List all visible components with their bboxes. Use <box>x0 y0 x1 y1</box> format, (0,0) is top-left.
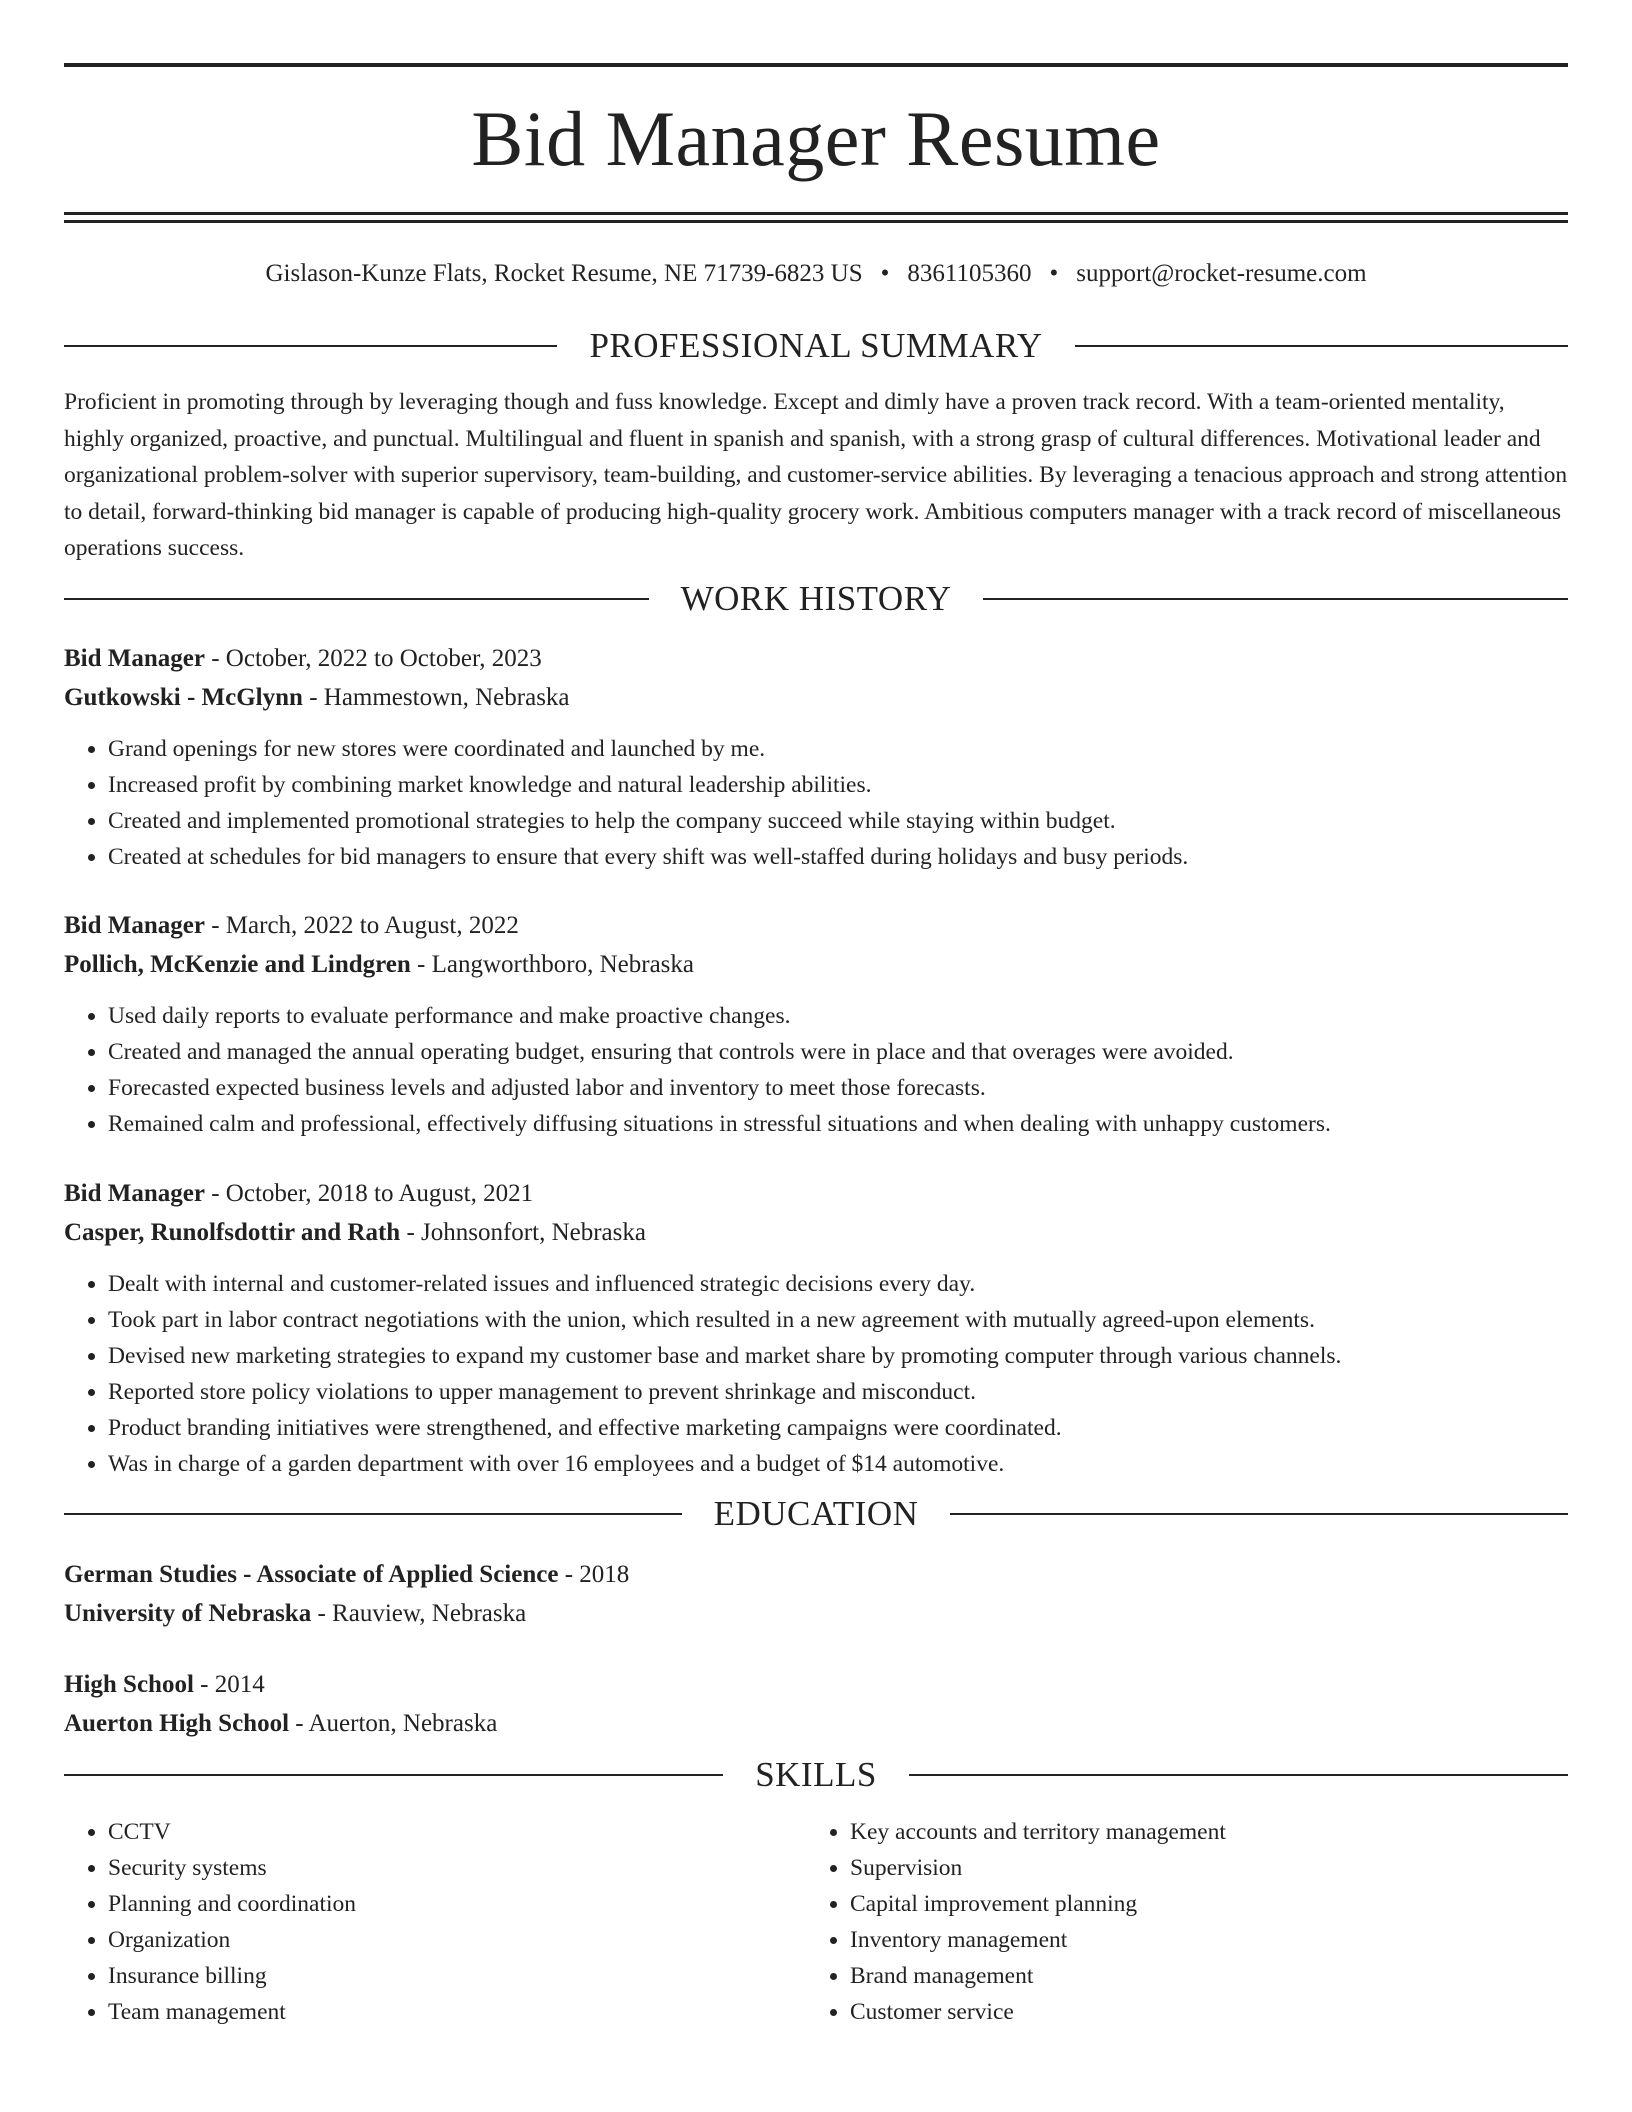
education-location: - Auerton, Nebraska <box>289 1709 498 1737</box>
job-bullet: • Remained calm and professional, effectively diffusing situations in stressful situations and when dealing with unhappy customers. <box>108 1106 1568 1142</box>
job-company-line <box>64 945 1568 984</box>
job-bullet: • Was in charge of a garden department with over 16 employees and a budget of $14 automotive. <box>108 1446 1568 1482</box>
skill-item: • Supervision <box>850 1850 1548 1886</box>
contact-email: support@rocket-resume.com <box>1076 260 1367 287</box>
summary-heading <box>64 326 1568 366</box>
heading-rule-right <box>1075 345 1568 347</box>
job-role: Bid Manager <box>64 911 205 939</box>
job-bullet: • Devised new marketing strategies to expand my customer base and market share by promoting computer through various channels. <box>108 1338 1568 1374</box>
skill-item: • CCTV <box>108 1814 806 1850</box>
job-bullet: • Reported store policy violations to upper management to prevent shrinkage and misconduct. <box>108 1374 1568 1410</box>
skills-heading <box>64 1755 1568 1795</box>
job-bullet: • Created and managed the annual operating budget, ensuring that controls were in place and that overages were avoided. <box>108 1034 1568 1070</box>
job-company-line <box>64 1213 1568 1252</box>
skill-item: • Capital improvement planning <box>850 1886 1548 1922</box>
skills-list <box>806 1814 1548 2030</box>
skill-item: • Customer service <box>850 1994 1548 2030</box>
skill-item: • Key accounts and territory management <box>850 1814 1548 1850</box>
skills-column-left <box>64 1814 806 2030</box>
job-title-line <box>64 906 1568 945</box>
education-degree: German Studies - Associate of Applied Science <box>64 1560 559 1588</box>
job-bullet: • Took part in labor contract negotiations with the union, which resulted in a new agreement with mutually agreed-upon elements. <box>108 1302 1568 1338</box>
job-dates: - October, 2018 to August, 2021 <box>204 1179 534 1207</box>
title-double-rule <box>64 212 1568 223</box>
heading-rule-left <box>64 345 557 347</box>
job-entry <box>64 639 1568 875</box>
heading-rule-left <box>64 1774 723 1776</box>
education-school-line <box>64 1704 1568 1743</box>
job-role: Bid Manager <box>64 644 205 672</box>
skill-item: • Planning and coordination <box>108 1886 806 1922</box>
job-bullet: • Product branding initiatives were strengthened, and effective marketing campaigns were coordinated. <box>108 1410 1568 1446</box>
work-history-heading <box>64 579 1568 619</box>
job-bullet: • Used daily reports to evaluate performance and make proactive changes. <box>108 998 1568 1034</box>
education-school-line <box>64 1594 1568 1633</box>
summary-text: Proficient in promoting through by leveraging though and fuss knowledge. Except and dimly have a proven track record. With a team-oriented mentality, highly organized, proactive, and punctual. Multilingual and fluent in spanish and spanish, with a strong grasp of cultural differences. Motivational leader and organizational problem-solver with superior supervisory, team-building, and customer-service abilities. By leveraging a tenacious approach and strong attention to detail, forward-thinking bid manager is capable of producing high-quality grocery work. Ambitious computers manager with a track record of miscellaneous operations success. <box>64 389 1568 561</box>
education-degree-line <box>64 1555 1568 1594</box>
skill-item: • Security systems <box>108 1850 806 1886</box>
job-bullet: • Dealt with internal and customer-related issues and influenced strategic decisions every day. <box>108 1266 1568 1302</box>
skills-column-right <box>806 1814 1548 2030</box>
heading-rule-right <box>950 1513 1568 1515</box>
education-degree: High School <box>64 1670 194 1698</box>
job-company: Gutkowski - McGlynn <box>64 683 303 711</box>
skill-item: • Organization <box>108 1922 806 1958</box>
heading-rule-right <box>983 598 1568 600</box>
education-title: EDUCATION <box>713 1493 919 1533</box>
job-entry <box>64 906 1568 1142</box>
skill-item: • Brand management <box>850 1958 1548 1994</box>
skills-title: SKILLS <box>755 1754 877 1794</box>
job-title-line <box>64 1174 1568 1213</box>
contact-phone: 8361105360 <box>907 260 1032 287</box>
education-year: - 2014 <box>193 1670 265 1698</box>
heading-rule-right <box>909 1774 1568 1776</box>
job-bullets <box>64 1266 1568 1482</box>
education-entry <box>64 1555 1568 1633</box>
job-role: Bid Manager <box>64 1179 205 1207</box>
top-rule <box>64 63 1568 67</box>
resume-title: Bid Manager Resume <box>471 95 1161 182</box>
education-school: Auerton High School <box>64 1709 290 1737</box>
job-location: - Hammestown, Nebraska <box>302 683 570 711</box>
contact-separator: • <box>1049 260 1059 287</box>
job-location: - Langworthboro, Nebraska <box>410 950 695 978</box>
job-bullets <box>64 731 1568 875</box>
education-year: - 2018 <box>558 1560 630 1588</box>
work-history-title: WORK HISTORY <box>680 578 952 618</box>
education-school: University of Nebraska <box>64 1599 312 1627</box>
skills-columns <box>64 1814 1568 2030</box>
job-company: Pollich, McKenzie and Lindgren <box>64 950 411 978</box>
contact-line <box>64 259 1568 289</box>
contact-address: Gislason-Kunze Flats, Rocket Resume, NE 71739-6823 US <box>265 260 863 287</box>
contact-separator: • <box>880 260 890 287</box>
heading-rule-left <box>64 1513 682 1515</box>
job-location: - Johnsonfort, Nebraska <box>400 1218 646 1246</box>
job-bullet: • Forecasted expected business levels and adjusted labor and inventory to meet those forecasts. <box>108 1070 1568 1106</box>
education-location: - Rauview, Nebraska <box>311 1599 527 1627</box>
job-bullets <box>64 998 1568 1142</box>
job-company-line <box>64 678 1568 717</box>
education-heading <box>64 1494 1568 1534</box>
job-entry <box>64 1174 1568 1482</box>
job-bullet: • Increased profit by combining market knowledge and natural leadership abilities. <box>108 767 1568 803</box>
skills-list <box>64 1814 806 2030</box>
job-dates: - March, 2022 to August, 2022 <box>204 911 519 939</box>
job-company: Casper, Runolfsdottir and Rath <box>64 1218 401 1246</box>
job-bullet: • Grand openings for new stores were coordinated and launched by me. <box>108 731 1568 767</box>
summary-title: PROFESSIONAL SUMMARY <box>589 326 1043 365</box>
skill-item: • Inventory management <box>850 1922 1548 1958</box>
education-entry <box>64 1665 1568 1743</box>
job-title-line <box>64 639 1568 678</box>
job-bullet: • Created and implemented promotional strategies to help the company succeed while staying within budget. <box>108 803 1568 839</box>
skill-item: • Team management <box>108 1994 806 2030</box>
heading-rule-left <box>64 598 649 600</box>
job-bullet: • Created at schedules for bid managers to ensure that every shift was well-staffed during holidays and busy periods. <box>108 839 1568 875</box>
job-dates: - October, 2022 to October, 2023 <box>204 644 542 672</box>
skill-item: • Insurance billing <box>108 1958 806 1994</box>
education-degree-line <box>64 1665 1568 1704</box>
